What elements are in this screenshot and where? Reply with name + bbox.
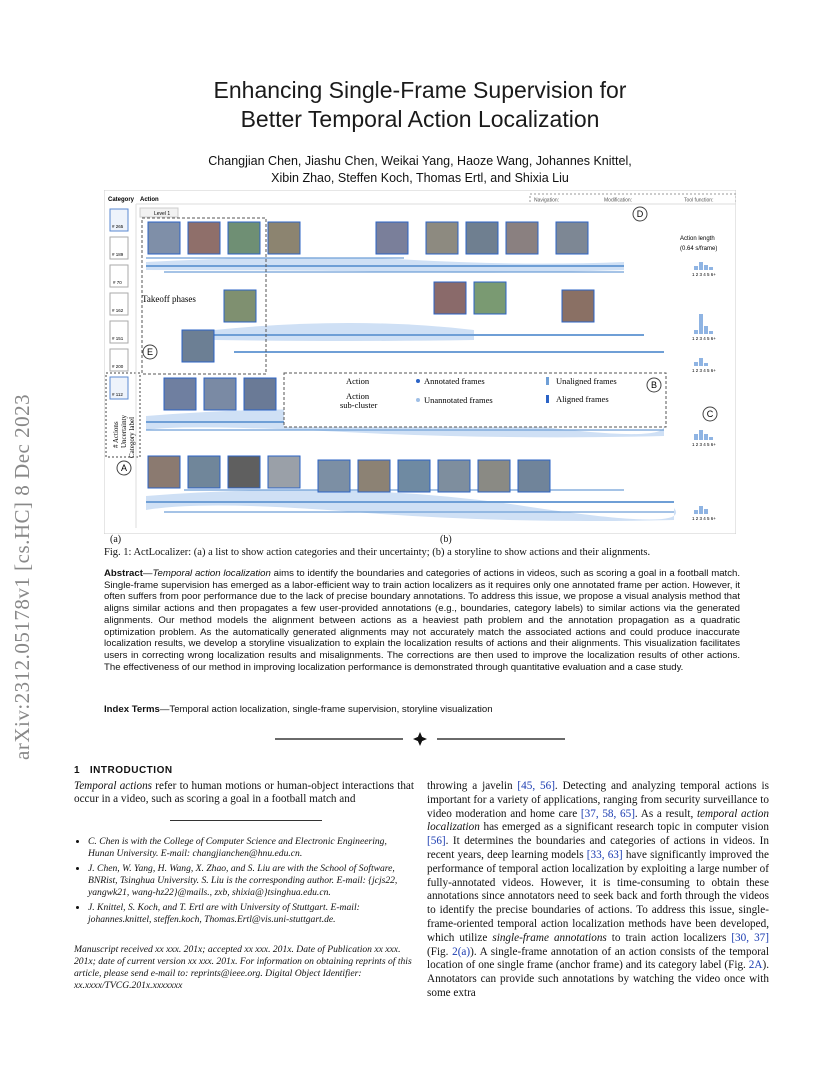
teaser-figure	[104, 190, 736, 534]
intro-right-column	[427, 780, 769, 1001]
marker-e: E	[146, 347, 154, 357]
figure-caption: Fig. 1: ActLocalizer: (a) a list to show action categories and their uncertainty; (b) a storyline to show actions and their alignments.	[104, 547, 651, 558]
category-item[interactable]	[110, 265, 128, 287]
index-label: Index Terms	[104, 704, 160, 715]
category-item[interactable]	[110, 349, 128, 371]
legend-action: Action	[346, 376, 370, 386]
authors-line-2: Xibin Zhao, Steffen Koch, Thomas Ertl, and Shixia Liu	[271, 171, 569, 185]
section-number: 1	[74, 765, 81, 776]
text-run: . Detecting and analyzing temporal actions is important for a variety of applications, ranging from security surveillance to video moderation and home care	[427, 780, 769, 820]
hist-ticks: 1 2 3 4 5 6+	[692, 516, 716, 521]
title-line-2: Better Temporal Action Localization	[240, 106, 600, 132]
figure-link[interactable]: 2(a)	[452, 945, 471, 958]
marker-c: C	[706, 409, 714, 419]
takeoff-label: Takeoff phases	[142, 294, 196, 304]
text-run: throwing a javelin	[427, 780, 518, 792]
subfigure-a-label: (a)	[110, 534, 122, 545]
text-run: ). Annotators can provide such annotations by watching the video once with some extra	[427, 959, 769, 999]
author-list	[0, 153, 828, 187]
footnote-item: • J. Chen, W. Yang, H. Wang, X. Zhao, and S. Liu are with the School of Software, BNRist, Tsinghua University. S. Liu is the corresponding author. E-mail: {jcjs22, yangwk21, wang-hz22}@mails., zxb, shixia@}tsinghua.edu.cn.	[88, 863, 414, 899]
citation-link[interactable]: [45, 56]	[517, 780, 555, 792]
hist-ticks: 1 2 3 4 5 6+	[692, 442, 716, 447]
arxiv-identifier: arXiv:2312.05178v1 [cs.HC] 8 Dec 2023	[10, 393, 34, 760]
category-count: # 70	[113, 280, 122, 285]
index-terms: Index Terms—Temporal action localization, single-frame supervision, storyline visualization	[104, 704, 493, 715]
level-label: Level 1	[154, 211, 171, 217]
subfigure-b-label: (b)	[440, 534, 452, 545]
hist-ticks: 1 2 3 4 5 6+	[692, 368, 716, 373]
section-divider-ornament	[275, 732, 565, 746]
action-length-unit: (0.64 s/frame)	[680, 246, 718, 252]
text-run: to train action localizers	[606, 931, 732, 944]
marker-a: A	[120, 463, 128, 473]
marker-b: B	[650, 380, 658, 390]
paper-title	[0, 76, 828, 134]
footnote-rule	[170, 820, 322, 821]
intro-left-column	[74, 780, 414, 806]
text-italic: single-frame annotations	[492, 931, 607, 944]
text-run: . It determines the boundaries and categories of actions in videos. In recent years, deep learning models	[427, 835, 769, 861]
marker-d: D	[636, 209, 644, 219]
tool-label: Tool function:	[684, 197, 714, 204]
manuscript-note: Manuscript received xx xxx. 201x; accepted xx xxx. 201x. Date of Publication xx xxx. 201x; date of current version xx xxx. 201x. For information on obtaining reprints of this article, please send e-mail to: reprints@ieee.org. Digital Object Identifier: xx.xxxx/TVCG.201x.xxxxxxx	[74, 944, 412, 991]
abstract: Abstract—Temporal action localization aims to identify the boundaries and categories of actions in videos, such as scoring a goal in a football match. Single-frame supervision has emerged as a labor-efficient way to train action localizers as it requires only one annotated frame per action. However, it often suffers from poor performance due to the lack of precise boundary annotations. To address this issue, we propose a visual analysis method that aligns similar actions and then propagates a few user-provided annotations (e.g., boundaries, category labels) to similar actions via the generated alignments. Our method models the alignment between actions as a heaviest path problem and the annotation propagation as a quadratic optimization problem. As the automatically generated alignments may not accurately match the associated actions and could produce inaccurate localization results, we develop a storyline visualization to explain the localization results of actions and their alignments. This visualization facilitates users in correcting wrong localization results and misalignments. The corrections are then used to improve the localization results of other actions. The effectiveness of our method in improving localization performance is demonstrated through quantitative evaluation and a case study.	[104, 568, 740, 673]
citation-link[interactable]: [37, 58, 65]	[580, 807, 635, 820]
intro-left-text: refer to human motions or human-object interactions that occur in a video, such as scoring a goal in a football match and	[74, 780, 414, 806]
category-count: # 151	[112, 336, 124, 341]
hist-ticks: 1 2 3 4 5 6+	[692, 336, 716, 341]
legend-unaligned: Unaligned frames	[556, 376, 617, 386]
side-label-uncertainty: Uncertainty	[120, 414, 128, 448]
abstract-label: Abstract	[104, 568, 143, 579]
title-line-1: Enhancing Single-Frame Supervision for	[213, 77, 627, 103]
category-count: # 265	[112, 224, 124, 229]
affiliation-footnotes	[74, 836, 414, 929]
index-text: Temporal action localization, single-frame supervision, storyline visualization	[169, 704, 493, 715]
authors-line-1: Changjian Chen, Jiashu Chen, Weikai Yang, Haoze Wang, Johannes Knittel,	[208, 154, 632, 168]
text-run: has emerged as a significant research topic in computer vision	[479, 821, 769, 834]
legend-annotated: Annotated frames	[424, 376, 485, 386]
citation-link[interactable]: [56]	[427, 835, 446, 848]
intro-left-italic: Temporal actions	[74, 780, 153, 792]
text-run: have significantly improved the performance of temporal action localization by exploiting a large number of fully-annotated videos. However, it is time-consuming to obtain these annotations since annotators need to seek back and forth through the videos to identify the precise boundaries of actions. To address this issue, single-frame-oriented temporal action localization methods have been developed, which utilize	[427, 848, 769, 944]
category-item[interactable]	[110, 237, 128, 259]
category-count: # 112	[112, 392, 123, 397]
text-run: ). A single-frame annotation of an action consists of the temporal location of one single frame (anchor frame) and its category label (Fig.	[427, 945, 769, 972]
figure-link[interactable]: 2A	[748, 959, 763, 972]
legend-subcluster-1: Action	[346, 391, 370, 401]
category-count: # 162	[112, 308, 124, 313]
section-heading	[74, 765, 173, 776]
legend-aligned: Aligned frames	[556, 394, 609, 404]
category-count: # 200	[112, 364, 124, 369]
action-header: Action	[140, 197, 159, 203]
citation-link[interactable]: [33, 63]	[586, 848, 623, 861]
citation-link[interactable]: [30, 37]	[731, 931, 769, 944]
footnote-item: • C. Chen is with the College of Computer Science and Electronic Engineering, Hunan University. E-mail: changjianchen@hnu.edu.cn.	[88, 836, 414, 860]
legend-unannotated: Unannotated frames	[424, 395, 493, 405]
footnote-item: • J. Knittel, S. Koch, and T. Ertl are with University of Stuttgart. E-mail: johannes.knittel, steffen.koch, Thomas.Ertl@vis.uni-stuttgart.de.	[88, 902, 414, 926]
category-item[interactable]	[110, 321, 128, 343]
category-header: Category	[108, 197, 135, 203]
category-item[interactable]	[110, 209, 128, 231]
text-italic: temporal action localization	[427, 807, 769, 834]
text-run: . As a result,	[634, 807, 697, 820]
section-title: INTRODUCTION	[89, 765, 173, 776]
side-label-actions: # Actions	[112, 421, 120, 448]
category-count: # 189	[112, 252, 124, 257]
navigation-label: Navigation:	[534, 197, 560, 204]
hist-ticks: 1 2 3 4 5 6+	[692, 272, 716, 277]
abstract-italic: Temporal action localization	[152, 568, 271, 579]
category-item[interactable]	[110, 377, 128, 399]
text-run: (Fig.	[427, 945, 453, 958]
action-length-title: Action length	[680, 236, 715, 242]
category-item[interactable]	[110, 293, 128, 315]
category-list	[110, 209, 128, 399]
side-label-category: Category label	[128, 416, 136, 458]
abstract-text: aims to identify the boundaries and categories of actions in videos, such as scoring a goal in a football match. Single-frame supervision has emerged as a labor-efficient way to train action localizers as it requires only one annotated frame per action. However, it often suffers from poor performance due to the lack of precise boundary annotations. To address this issue, we propose a visual analysis method that aligns similar actions and then propagates a few user-provided annotations (e.g., boundaries, category labels) to similar actions via the generated alignments. Our method models the alignment between actions as a heaviest path problem and the annotation propagation as a quadratic optimization problem. As the automatically generated alignments may not accurately match the associated actions and could produce inaccurate localization results, we develop a storyline visualization to explain the localization results of actions and their alignments. This visualization facilitates users in correcting wrong localization results and misalignments. The corrections are then used to improve the localization results of other actions. The effectiveness of our method in improving localization performance is demonstrated through quantitative evaluation and a case study.	[104, 568, 740, 673]
modification-label: Modification:	[604, 197, 633, 204]
legend-subcluster-2: sub-cluster	[340, 400, 378, 410]
